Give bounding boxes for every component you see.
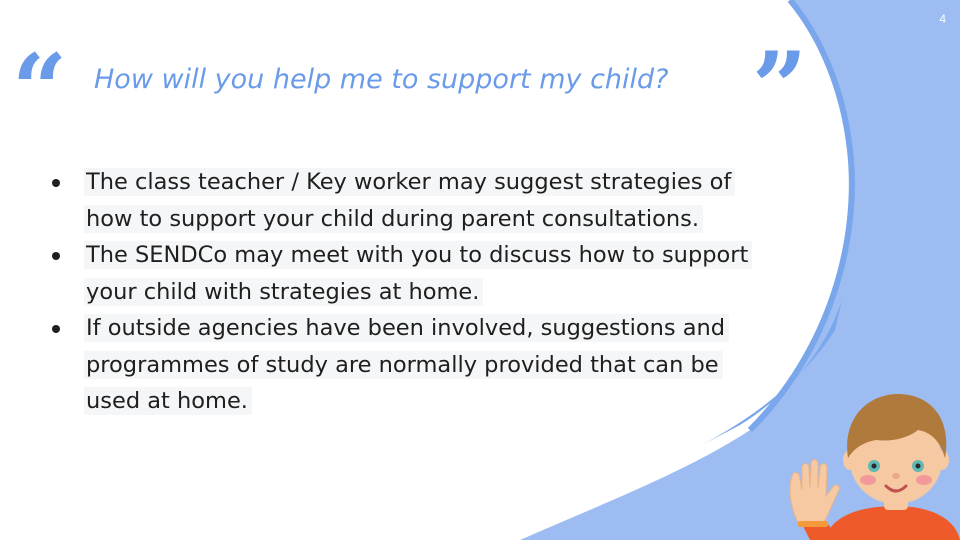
slide-title: How will you help me to support my child?	[94, 64, 669, 95]
shirt-shape	[825, 506, 960, 540]
right-cheek-icon	[916, 475, 932, 485]
bullet-dot-icon	[52, 325, 60, 333]
waving-child-illustration	[780, 388, 960, 540]
bullet-text: If outside agencies have been involved, suggestions and programmes of study are normally provided that can be used at home.	[84, 314, 729, 415]
bullet-item	[52, 310, 752, 420]
left-cheek-icon	[860, 475, 876, 485]
bullet-item	[52, 237, 752, 310]
close-quote-icon: ”	[752, 31, 808, 144]
slide-number: 4	[939, 12, 946, 26]
bullet-dot-icon	[52, 179, 60, 187]
bullet-list	[52, 164, 752, 420]
bullet-text: The class teacher / Key worker may suggest strategies of how to support your child during parent consultations.	[84, 168, 735, 233]
nose-icon	[892, 473, 900, 479]
right-pupil-icon	[916, 464, 921, 469]
waving-hand-icon	[790, 460, 839, 528]
bullet-item	[52, 164, 752, 237]
bullet-dot-icon	[52, 252, 60, 260]
bullet-text: The SENDCo may meet with you to discuss how to support your child with strategies at home.	[84, 241, 752, 306]
left-pupil-icon	[872, 464, 877, 469]
open-quote-icon: “	[12, 33, 68, 146]
